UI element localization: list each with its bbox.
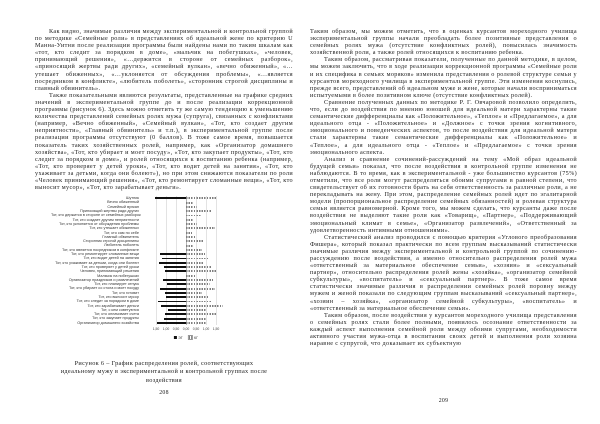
chart-bar-kg <box>186 313 217 315</box>
axis-tick-label: 1,00 <box>162 327 170 332</box>
chart-category-label: Шутник <box>126 196 139 201</box>
chart-category-label: Организатор праздников и развлечений <box>68 277 139 282</box>
axis-tick-label: 0,50 <box>192 327 200 332</box>
chart-bar-eg <box>167 283 186 285</box>
chart-bar-eg <box>165 270 186 272</box>
chart-category-label: Вечно обиженный <box>107 200 139 205</box>
chart-category-label: Тот, кто следит за порядком в доме <box>76 299 139 304</box>
chart-category-label: Тот, кто утешает обиженных <box>89 226 139 231</box>
chart-category-label: Любитель поболеть <box>104 243 139 248</box>
chart-category-label: Сторонник строгой дисциплины <box>82 239 139 244</box>
chart-legend <box>174 335 198 340</box>
paragraph: Как видно, значимые различия между экспериментальной и контрольной группой по методике «Семейные роли» в представлениях об идеальной жене по критерию U Манна-Уитни после реализации программы были найдены нами по таким шкалам как «тот, кто следит за порядком в доме», «мальчик на побегушках», «человек, принимающий решения», «…держится в стороне от семейных разборок», «приносящий жертвы ради других», «семейный вулкан», «вечно обиженный», «…утешает обиженных», «…уклоняется от обсуждения проблемы», «…является посредником в конфликте», «любитель поболеть», «сторонник строгой дисциплины и главный обвинитель». <box>35 28 293 92</box>
chart-category-label: Тот, кто уклоняется от обсуждения проблемы <box>59 221 139 226</box>
chart-bar-kg <box>186 202 193 204</box>
chart-category-label: Тот, кто убирает со стола и моет посуду <box>68 286 139 291</box>
legend-label: ЭГ <box>178 335 183 340</box>
chart-bar-kg <box>186 301 212 303</box>
chart-category-label: Тот, кто является посредником в конфликте <box>62 247 139 252</box>
chart-bar-kg <box>186 253 205 255</box>
chart-category-labels <box>51 196 141 325</box>
chart-category-label: Мальчик на побегушках <box>97 273 139 278</box>
axis-tick-label: 0,50 <box>172 327 180 332</box>
paragraph: Статистический анализ проводился с помощью критерия «Углового преобразования Фишера», который показал практически по всем группам высказываний статистически значимые различия между экспериментальной и контрольной группой по сочинению-рассуждению после воздействия, а именно относительно распределения ролей мужа «ответственный за материальное обеспечение семьи», «хозяин» и «сексуальный партнер», относительно распределения ролей жены «хозяйка», «организатор семейной субкультуры», «воспитатель» и «сексуальный партнер». В тоже самое время статистически значимые различия в распределении семейных ролей поровну между мужем и женой показали по следующим группам высказываний «сексуальный партнер», «хозяин – хозяйка», «организатор семейной субкультуры», «воспитатель» и «ответственный за материальное обеспечение семьи». <box>310 233 577 312</box>
chart-bar-kg <box>186 262 204 264</box>
page-number-right: 209 <box>438 398 449 404</box>
chart-category-label: Тот, кто водит детей на занятия <box>83 256 139 261</box>
chart-category-label: Тот, кто ухаживает за детьми, когда они болеют <box>55 260 139 265</box>
chart-bar-kg <box>186 210 212 212</box>
chart-bar-kg <box>186 279 213 281</box>
chart-bar-kg <box>186 227 215 229</box>
chart-bar-kg <box>186 223 197 225</box>
chart-category-label: Тот, кто зарабатывает деньги <box>87 303 139 308</box>
chart-bar-kg <box>186 249 202 251</box>
chart-bar-eg <box>165 313 186 315</box>
paragraph: Таким образом, рассматривая показатели, полученные по данной методике, в целом, мы можем заключить, что в ходе реализации коррекционной программы «Семейные роли и их специфика в семьях моряков» изменила представления о ролевой структуре семьи у курсантов мореходного училища в экспериментальной группе. Эти изменения коснулись, прежде всего, представлений об идеальном муже и жене, которые начали восприниматься испытуемыми в более позитивном ключе (отсутствие конфликтных ролей). <box>310 56 577 99</box>
chart-bar-kg <box>186 258 208 260</box>
chart-category-label: Семейный вулкан <box>107 204 139 209</box>
chart-category-label: Приносящий жертвы ради других <box>80 209 139 214</box>
legend-label: КГ <box>194 335 199 340</box>
chart-bar-eg <box>160 288 186 290</box>
legend-item-kg <box>188 335 198 340</box>
chart-category-label: Тот, кто выносит мусор <box>98 294 139 299</box>
chart-bar-kg <box>186 309 206 311</box>
chart-bar-kg <box>186 288 215 290</box>
book-page-left <box>35 28 293 396</box>
chart-bar-eg <box>162 258 186 260</box>
paragraph: Также показательными являются результаты, представленные на графике средних значений в экспериментальной группе до и после реализации коррекционной программы (рисунок 6). Здесь можно отметить ту же самую тенденцию к уменьшению количества представлений семейных ролях мужа (супруга), связанных с конфликтами (например, «Вечно обиженный», «Семейный вулкан», «Тот, кто создает другим неприятности», «Главный обвинитель» и т.п.), в экспериментальной группе после реализации программы отсутствуют (0 баллов). В тоже самое время, повышается показатель таких хозяйственных ролей, например, как «Организатор домашнего хозяйства», «Тот, кто убирает и моет посуду», «Тот, кто закупает продукты», «Тот, кто следит за порядком в доме», и ролей относящихся к воспитанию ребенка (например, «Тот, кто проверяет у детей уроки», «Тот, кто водит детей на занятия», «Тот, кто ухаживает за детьми, когда они болеют»), но при этом снижаются показатели по роли «Человек принимающий решения», «Тот, кто ремонтирует сломанные вещи», «Тот, кто выносит мусор», «Тот, кто зарабатывает деньги». <box>35 91 293 192</box>
figure-6-bar-chart <box>51 196 233 344</box>
chart-bar-kg <box>186 206 197 208</box>
chart-category-label: Тот, кто оплачивает счета <box>93 312 139 317</box>
chart-category-label: Тот, кто создает другим неприятности <box>72 217 139 222</box>
paragraph: Сравнение полученных данных по методике Р. Г. Овчаровой позволило определить, что, если до воздействия по мнению юношей для идеальной матери характерны такие семантические дифференциалы как «Положительное», «Теплое» и «Предлагаемое», а для идеального отца - «Положительное» и «Должное» с точки зрения когнитивного, эмоционального и поведенческих аспектов, то после воздействия для идеальной матери стали характерны такие семантические дифференциалы как «Положительное» и «Теплое», а для идеального отца - «Теплое» и «Предлагаемое» с точки зрения эмоционального аспекта. <box>310 98 577 156</box>
legend-swatch-dotted <box>188 335 193 340</box>
chart-bar-kg <box>186 283 210 285</box>
chart-bar-kg <box>186 232 192 234</box>
chart-bar-kg <box>186 270 216 272</box>
axis-tick-label: 1,00 <box>202 327 210 332</box>
chart-bar-eg <box>159 262 186 264</box>
chart-category-label: Главный обвинитель <box>102 234 139 239</box>
chart-bar-kg <box>186 318 207 320</box>
axis-tick-label: 1,50 <box>212 327 220 332</box>
chart-bar-kg <box>186 305 223 307</box>
chart-category-label: Тот, кто закупает продукты <box>92 316 139 321</box>
page-number-left: 208 <box>159 390 169 396</box>
chart-bar-eg <box>157 322 186 324</box>
chart-bar-eg <box>161 305 186 307</box>
chart-bar-kg <box>186 215 201 217</box>
chart-bar-kg <box>186 197 217 199</box>
chart-bar-kg <box>186 275 195 277</box>
chart-bar-kg <box>186 322 206 324</box>
paragraph: Таким образом, мы можем отметить, что в оценках курсантов мореходного училища экспериментальной группы начали преобладать более позитивные представления о семейных ролях мужа (отсутствие конфликтных ролей), повысилась значимость хозяйственной роли, а также ролей относящихся к воспитанию ребенка. <box>310 28 577 57</box>
chart-bar-eg <box>168 309 186 311</box>
chart-plot-area <box>143 196 229 325</box>
paragraph: Таким образом, после воздействия у курсантов мореходного училища представления о семейных ролях стали более полными, появилось осознание ответственности за каждый аспект выполнения семейной роли между обоими супругами, необходимости активного участия мужа-отца в воспитании своих детей и выполнения роли хозяина наравне с супругой, что доказывает их субъектную <box>310 311 577 348</box>
chart-bar-kg <box>186 266 211 268</box>
figure-caption: Рисунок 6 – График распределения ролей, соответствующих идеальному мужу в экспериментальной и контрольной группах после воздействия <box>60 360 268 384</box>
chart-category-label: Тот, кто готовит <box>111 290 139 295</box>
chart-bar-kg <box>186 236 196 238</box>
chart-bar-kg <box>186 292 202 294</box>
chart-category-label: Тот, кто планирует отпуск <box>94 282 139 287</box>
chart-bar-kg <box>186 219 194 221</box>
chart-bar-eg <box>166 296 186 298</box>
chart-bar-eg <box>165 292 186 294</box>
chart-category-label: Тот, с кем советуются <box>100 307 139 312</box>
chart-category-label: Человек, принимающий решения <box>80 269 139 274</box>
legend-swatch-black <box>174 336 177 339</box>
legend-item-eg <box>174 336 183 340</box>
chart-bar-eg <box>158 301 186 303</box>
chart-category-label: Тот, кто сам по себе <box>103 230 139 235</box>
axis-tick-label: 1,50 <box>152 327 160 332</box>
chart-bar-kg <box>186 245 193 247</box>
chart-category-label: Тот, кто держится в стороне от семейных разборок <box>51 213 141 218</box>
chart-category-label: Тот, кто ремонтирует сломанные вещи <box>70 252 139 257</box>
axis-tick-label: 0,00 <box>182 327 190 332</box>
chart-bar-kg <box>186 296 208 298</box>
chart-bar-kg <box>186 240 204 242</box>
chart-category-label: Тот, кто проверяет у детей уроки <box>81 264 139 269</box>
chart-bar-eg <box>155 197 186 199</box>
chart-bar-eg <box>164 318 186 320</box>
paragraph: Анализ и сравнение сочинений-рассуждений на тему «Мой образ идеальной будущей семьи» показал, что после воздействия в контрольной группе изменения не наблюдаются. В то время, как в экспериментальной - уже большинство курсантов (75%) отметили, что все роли могут распределяться обоими супругами в равной степени, что свидетельствует об их готовности брать на себя ответственность за различные роли, а не перекладывать на жену. При этом, распределение семейных ролей идет по эгалитарной модели (пропорциональное распределение семейных обязанностей) и ролевая структура семьи является равномерной. Кроме того, мы можем сделать, что курсанты даже после воздействия не выделяют такие роли как «Товарищ», «Партнер», «Поддерживающий эмоциональный климат в семье», «Организатор развлечений», «Ответственный за удовлетворенность интимными отношениями». <box>310 155 577 234</box>
chart-bar-eg <box>164 266 186 268</box>
book-page-right <box>310 28 577 396</box>
chart-bar-eg <box>163 279 186 281</box>
chart-gridline <box>156 196 157 325</box>
chart-category-label: Организатор домашнего хозяйства <box>77 320 139 325</box>
chart-bar-eg <box>160 253 186 255</box>
